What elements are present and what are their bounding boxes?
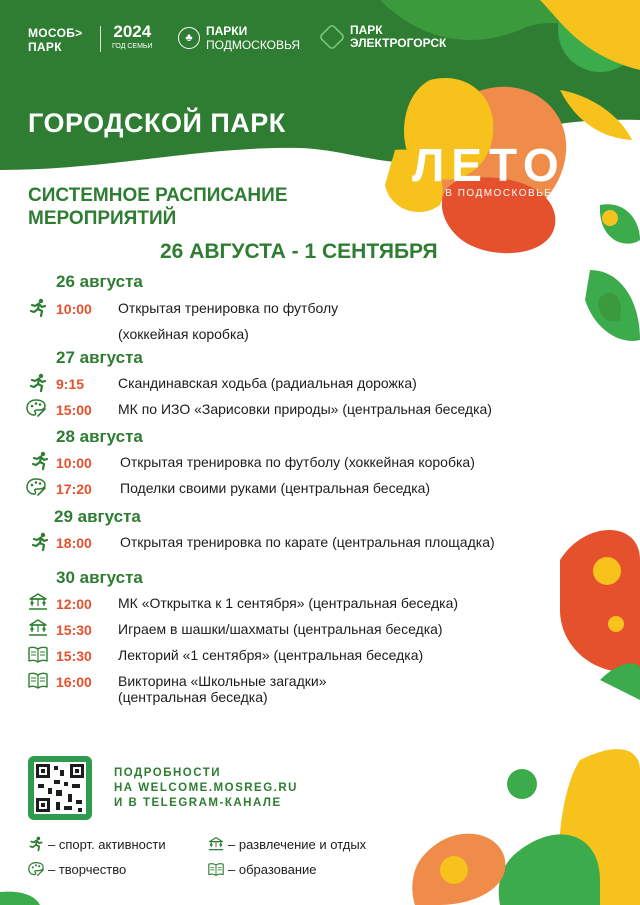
more-info-line1: ПОДРОБНОСТИ: [114, 767, 222, 779]
runner-icon: [30, 451, 50, 471]
schedule-subtitle: [28, 184, 288, 230]
more-info-link[interactable]: НА WELCOME.MOSREG.RU: [114, 782, 298, 794]
legend-creative: [28, 861, 126, 877]
event-time: 18:00: [56, 535, 92, 551]
palette-icon: [26, 398, 46, 418]
book-icon: [28, 670, 48, 690]
year-of-family-logo: [112, 22, 153, 51]
event-text: МК «Открытка к 1 сентября» (центральная беседка): [118, 595, 459, 611]
event-time: 9:15: [56, 376, 85, 392]
event-text: Открытая тренировка по футболу (хоккейная коробка): [120, 454, 475, 470]
event-time: 17:20: [56, 481, 92, 497]
legend-leisure-label: – развлечение и отдых: [228, 836, 367, 852]
day-date: 28 августа: [56, 427, 143, 446]
more-info-line3: И В TELEGRAM-КАНАЛЕ: [114, 797, 282, 809]
event-text: Открытая тренировка по футболу: [118, 300, 339, 316]
mosobpark-logo-line1: МОСОБ>: [28, 26, 83, 40]
legend-education-label: – образование: [228, 861, 317, 877]
event-text: Лекторий «1 сентября» (центральная беседка): [118, 647, 424, 663]
palette-icon: [28, 861, 44, 877]
park-hexagon-icon: [318, 23, 345, 50]
page-title: ГОРОДСКОЙ ПАРК: [28, 108, 286, 138]
legend-sport: [28, 836, 166, 852]
more-info: [114, 766, 298, 811]
summer-logo: [412, 140, 566, 199]
carousel-icon: [28, 618, 48, 638]
event-time: 10:00: [56, 301, 92, 317]
book-icon: [28, 644, 48, 664]
event-text: Поделки своими руками (центральная беседка): [120, 480, 431, 496]
event-time: 12:00: [56, 596, 92, 612]
year-logo-number: 2024: [113, 22, 152, 41]
event-text-cont: (хоккейная коробка): [118, 326, 249, 342]
mosobpark-logo: [28, 26, 82, 54]
runner-icon: [28, 836, 44, 852]
event-text: Скандинавская ходьба (радиальная дорожка): [118, 375, 417, 391]
summer-logo-subtitle: В ПОДМОСКОВЬЕ: [445, 188, 553, 199]
event-time: 10:00: [56, 455, 92, 471]
subtitle-line1: СИСТЕМНОЕ РАСПИСАНИЕ: [28, 185, 288, 206]
tree-icon: ♣: [178, 27, 200, 49]
carousel-icon: [208, 836, 224, 852]
palette-icon: [26, 477, 46, 497]
event-text-cont: (центральная беседка): [118, 689, 268, 705]
mosobpark-logo-line2: ПАРК: [28, 40, 62, 54]
event-text: Открытая тренировка по карате (центральная площадка): [120, 534, 495, 550]
date-range: 26 АВГУСТА - 1 СЕНТЯБРЯ: [160, 240, 438, 263]
header-divider: [100, 26, 101, 52]
legend-education: [208, 861, 317, 877]
book-icon: [208, 861, 224, 877]
summer-logo-word: ЛЕТО: [412, 139, 566, 191]
subtitle-line2: МЕРОПРИЯТИЙ: [28, 208, 177, 229]
park-logo-line2: ЭЛЕКТРОГОРСК: [350, 36, 447, 50]
runner-icon: [28, 373, 48, 393]
parks-logo-line2: ПОДМОСКОВЬЯ: [206, 38, 301, 52]
event-time: 15:30: [56, 622, 92, 638]
event-text: Викторина «Школьные загадки»: [118, 673, 327, 689]
year-logo-caption: ГОД СЕМЬИ: [112, 43, 153, 50]
park-electrogorsk-logo: [320, 24, 446, 50]
event-time: 16:00: [56, 674, 92, 690]
event-text: МК по ИЗО «Зарисовки природы» (центральная беседка): [118, 401, 492, 417]
legend-sport-label: – спорт. активности: [48, 836, 166, 852]
event-time: 15:30: [56, 648, 92, 664]
park-logo-line1: ПАРК: [350, 23, 383, 37]
event-text: Играем в шашки/шахматы (центральная беседка): [118, 621, 443, 637]
qr-code[interactable]: [28, 756, 92, 820]
legend-creative-label: – творчество: [48, 861, 127, 877]
carousel-icon: [28, 592, 48, 612]
day-date: 27 августа: [56, 348, 143, 367]
runner-icon: [30, 532, 50, 552]
day-date: 26 августа: [56, 272, 143, 291]
day-date: 29 августа: [54, 507, 141, 526]
day-date: 30 августа: [56, 568, 143, 587]
event-time: 15:00: [56, 402, 92, 418]
qr-code-pattern: [34, 762, 86, 814]
parks-logo: [178, 24, 300, 52]
legend-leisure: [208, 836, 366, 852]
parks-logo-line1: ПАРКИ: [206, 24, 248, 38]
runner-icon: [28, 298, 48, 318]
